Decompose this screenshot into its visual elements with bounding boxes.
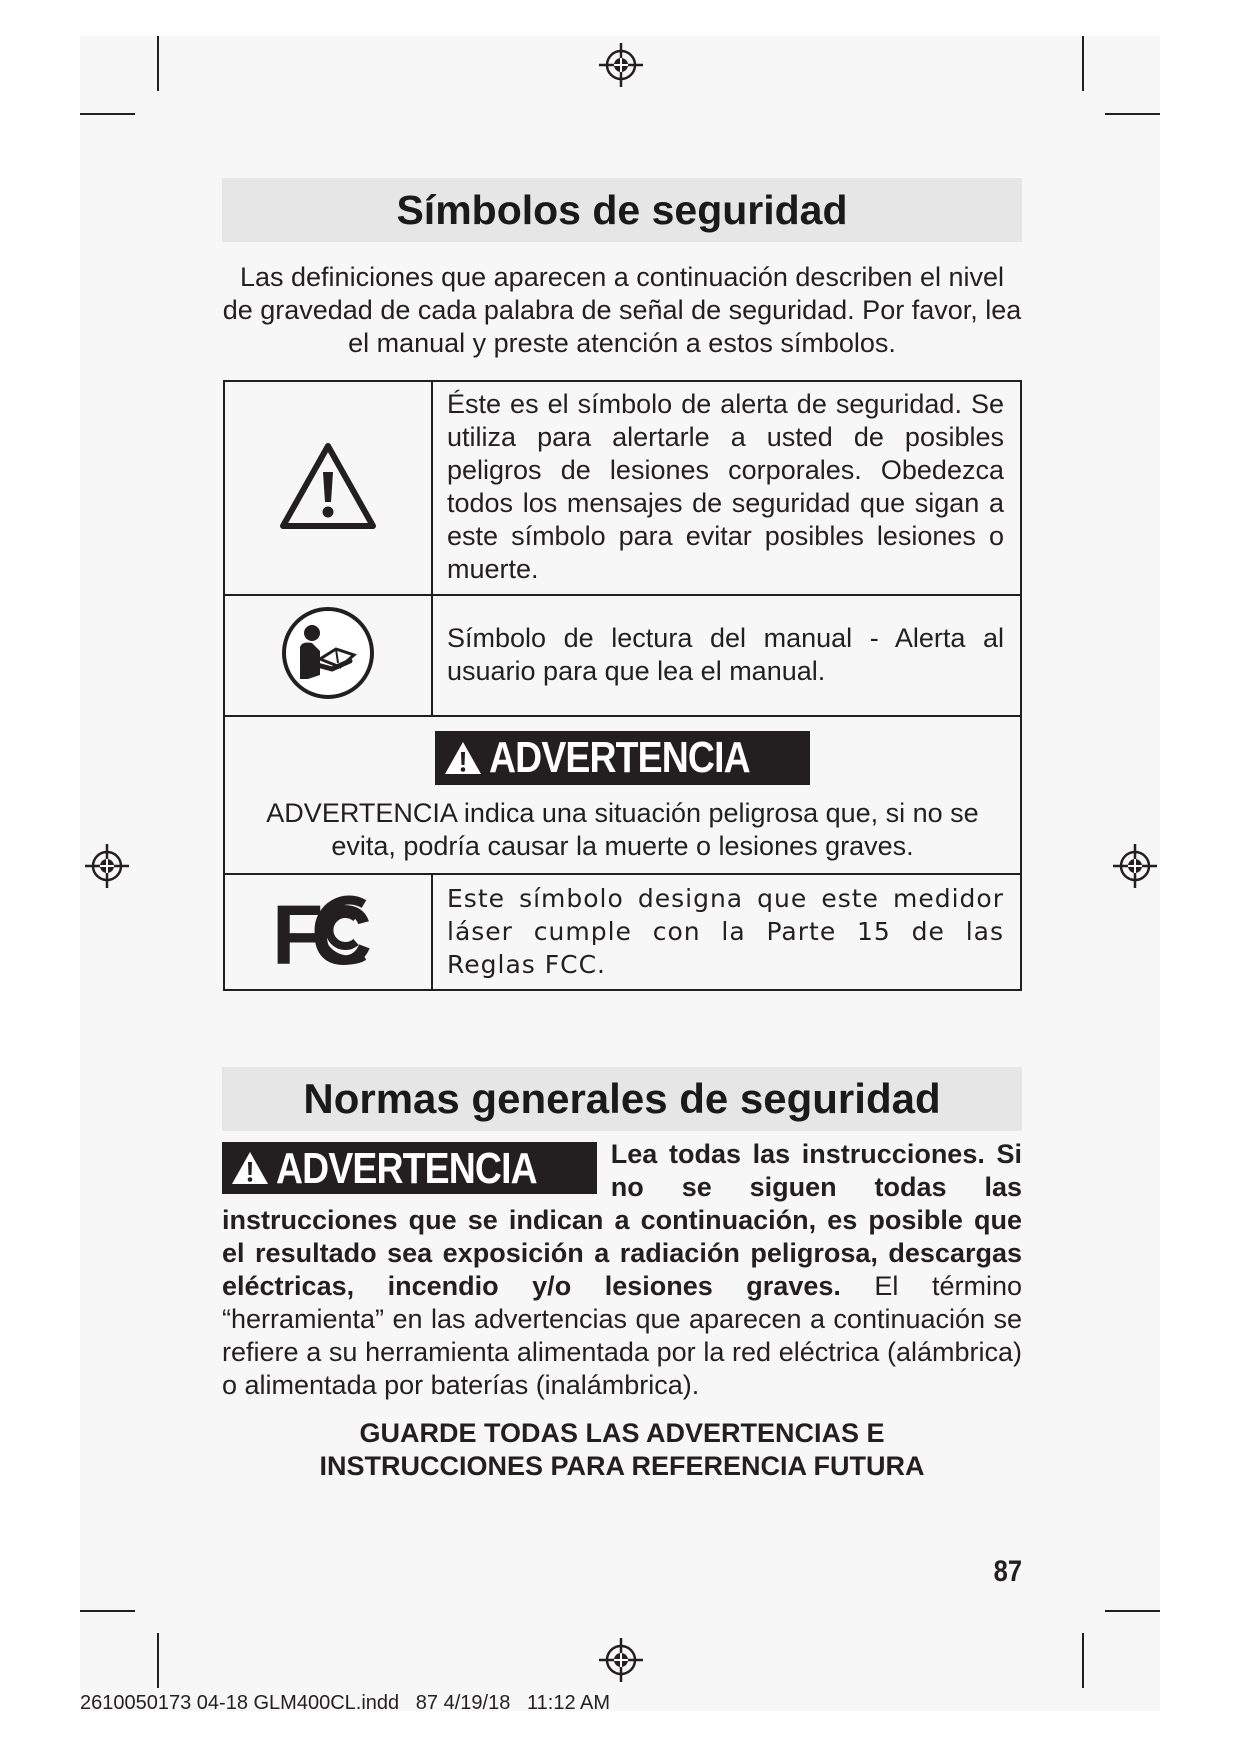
warning-triangle-icon [230, 1150, 270, 1186]
warning-triangle-icon [443, 740, 483, 776]
save-instructions-notice [222, 1417, 1022, 1483]
fcc-logo-icon [272, 890, 384, 970]
section-title-general-safety: Normas generales de seguridad [222, 1067, 1022, 1131]
warning-definition-cell [224, 716, 1021, 874]
intro-paragraph: Las definiciones que aparecen a continuación describen el nivel de gravedad de cada palabra de señal de seguridad. Por favor, lea el manual y preste atención a estos símbolos. [222, 262, 1022, 358]
save-line-2: INSTRUCCIONES PARA REFERENCIA FUTURA [319, 1451, 925, 1481]
symbol-cell [224, 595, 432, 716]
table-row [224, 595, 1021, 716]
crop-mark-top-right-v [1082, 36, 1084, 91]
registration-mark-icon [1113, 844, 1157, 888]
read-manual-icon [280, 605, 376, 701]
symbol-cell [224, 381, 432, 595]
advertencia-label: ADVERTENCIA [489, 733, 750, 782]
advertencia-badge [222, 1142, 597, 1194]
crop-mark-bottom-left-h [80, 1610, 135, 1612]
manual-symbol-description: Símbolo de lectura del manual - Alerta al usuario para que lea el manual. [432, 595, 1021, 716]
symbol-cell [224, 874, 432, 990]
section-title-safety-symbols: Símbolos de seguridad [222, 178, 1022, 242]
safety-symbols-table [223, 380, 1022, 991]
registration-mark-icon [599, 1638, 643, 1682]
registration-mark-icon [85, 844, 129, 888]
table-row [224, 716, 1021, 874]
alert-symbol-description: Éste es el símbolo de alerta de seguridad. Se utiliza para alertarle a usted de posibles peligros de lesiones corporales. Obedezca todos los mensajes de seguridad que sigan a este símbolo para evitar posibles lesiones o muerte. [432, 381, 1021, 595]
crop-mark-bottom-right-v [1082, 1633, 1084, 1688]
warning-bold-text: Lea todas las instrucciones. Si no se siguen todas las instrucciones que se indican a continuación, es posible que el resultado sea exposición a radiación peligrosa, descargas eléctricas, incendio y/o lesiones graves. [222, 1139, 1022, 1301]
safety-alert-icon [278, 440, 378, 532]
warning-description: ADVERTENCIA indica una situación peligrosa que, si no se evita, podría causar la muerte o lesiones graves. [266, 798, 979, 861]
table-row [224, 381, 1021, 595]
advertencia-badge [435, 731, 810, 785]
fcc-logo-text: FC [272, 889, 360, 970]
advertencia-label: ADVERTENCIA [276, 1143, 537, 1193]
crop-mark-bottom-left-v [157, 1633, 159, 1688]
fcc-symbol-description: Este símbolo designa que este medidor láser cumple con la Parte 15 de las Reglas FCC. [432, 874, 1021, 990]
table-row [224, 874, 1021, 990]
general-warning-paragraph [222, 1138, 1022, 1402]
print-slug-footer: 2610050173 04-18 GLM400CL.indd 87 4/19/18 11:12 AM [80, 1692, 611, 1714]
save-line-1: GUARDE TODAS LAS ADVERTENCIAS E [359, 1418, 885, 1448]
registration-mark-icon [599, 43, 643, 87]
crop-mark-bottom-right-h [1105, 1610, 1160, 1612]
crop-mark-top-left-v [157, 36, 159, 91]
page-number: 87 [993, 1555, 1022, 1588]
crop-mark-top-left-h [80, 113, 135, 115]
warning-body-text: El término “herramienta” en las advertencias que aparecen a continuación se refiere a su herramienta alimentada por la red eléctrica (alámbrica) o alimentada por baterías (inalámbrica). [222, 1271, 1022, 1400]
crop-mark-top-right-h [1105, 113, 1160, 115]
